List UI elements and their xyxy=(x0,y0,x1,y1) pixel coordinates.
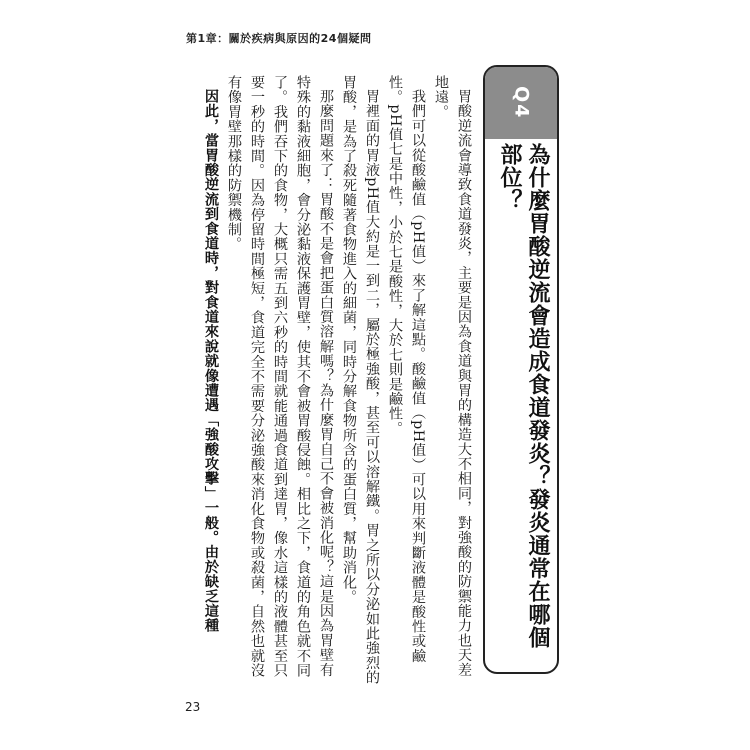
paragraph-4: 那麼問題來了：胃酸不是會把蛋白質溶解嗎？為什麼胃自己不會被消化呢？這是因為胃壁有特殊的黏液細胞，會分泌黏液保護胃壁，使其不會被胃酸侵蝕。相比之下，食道的角色就不同了。我們吞下的食物，大概只需五到六秒的時間就能通過食道到達胃，像水這樣的液體甚至只要一秒的時間。因為停留時間極短，食道完全不需要分泌強酸來消化食物或殺菌，自然也就沒有像胃壁那樣的防禦機制。 xyxy=(226,75,334,678)
paragraph-2: 我們可以從酸鹼值（pH值）來了解這點。酸鹼值（pH值）可以用來判斷液體是酸性或鹼性。pH值七是中性，小於七是酸性，大於七則是鹼性。 xyxy=(387,75,426,664)
page-number: 23 xyxy=(185,700,201,714)
question-tag: Q4 xyxy=(510,86,533,120)
question-title: 為什麼胃酸逆流會造成食道發炎？發炎通常在哪個部位？ xyxy=(497,143,550,649)
body-text xyxy=(160,75,475,690)
chapter-header: 第1章：關於疾病與原因的24個疑問 xyxy=(186,32,372,45)
paragraph-5-emphasis: 因此，當胃酸逆流到食道時，對食道來說就像遭遇「強酸攻擊」一般。由於缺乏這種 xyxy=(203,89,219,634)
paragraph-3: 胃裡面的胃液pH值大約是一到二，屬於極強酸，甚至可以溶解鐵。胃之所以分泌如此強烈的胃酸，是為了殺死隨著食物進入的細菌，同時分解食物所含的蛋白質，幫助消化。 xyxy=(341,75,380,685)
paragraph-1: 胃酸逆流會導致食道發炎，主要是因為食道與胃的構造大不相同，對強酸的防禦能力也天差地遠。 xyxy=(433,75,472,678)
question-tag-badge xyxy=(485,67,557,139)
question-box xyxy=(483,65,559,674)
